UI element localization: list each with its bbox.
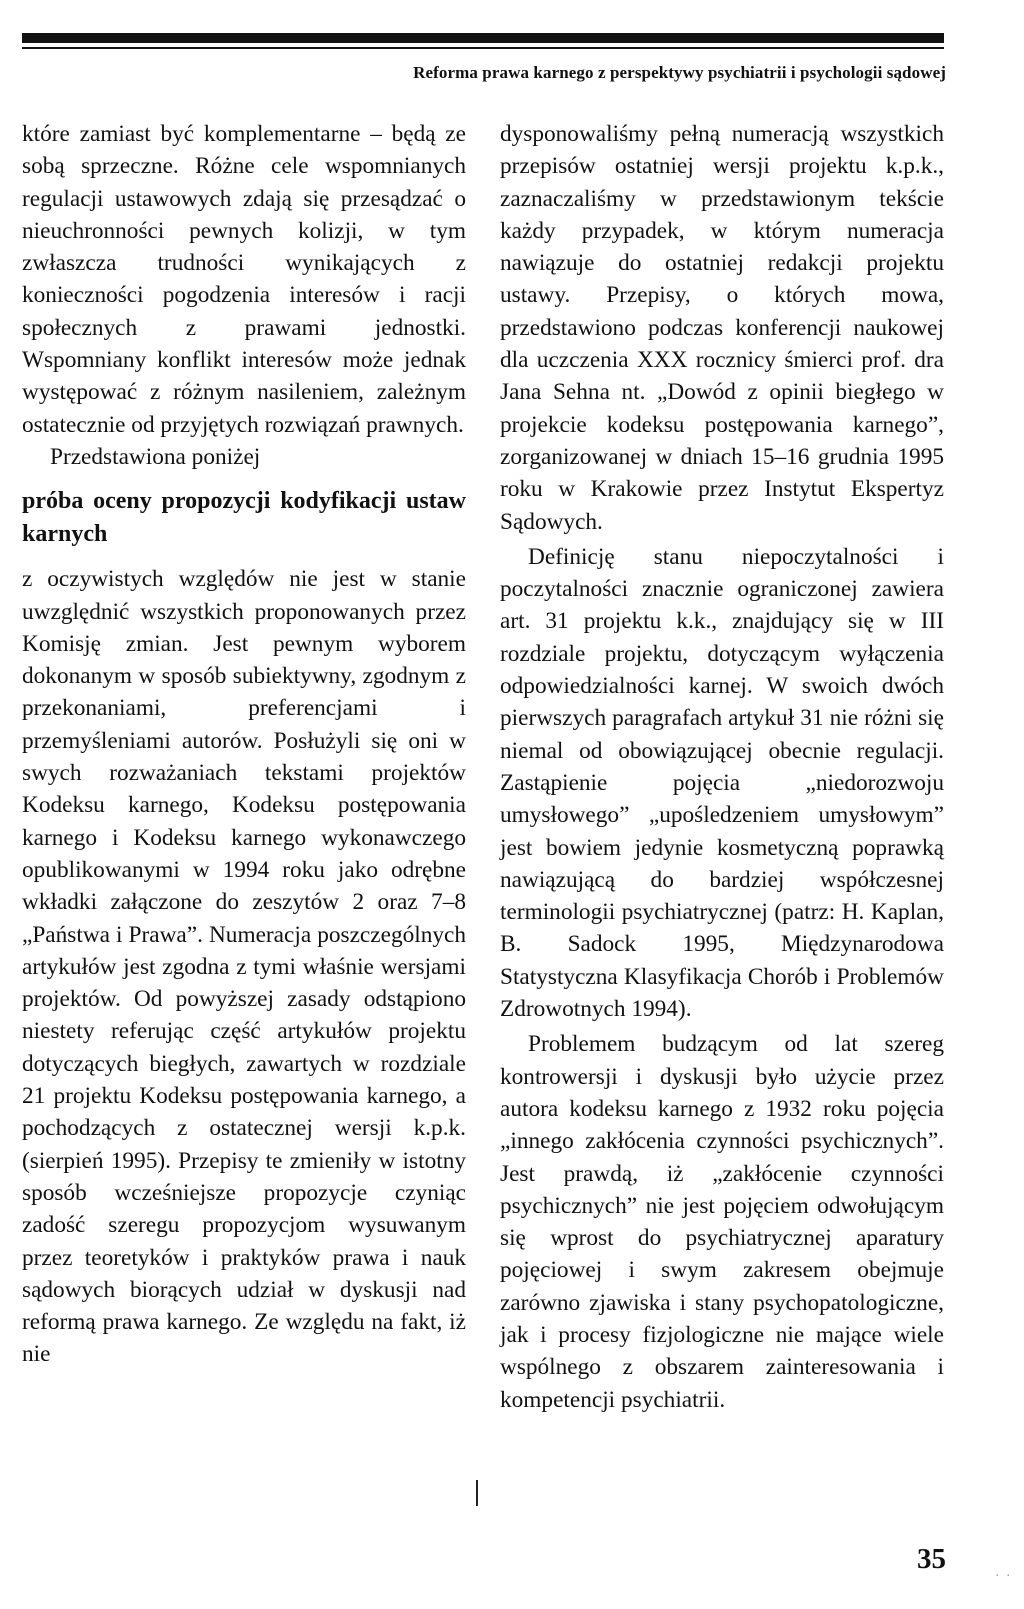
right-paragraph-1: dysponowaliśmy pełną numeracją wszystkich przepisów ostatniej wersji projektu k.p.k., zaznaczaliśmy w przedstawionym tekście każdy przypadek, w którym numeracja nawiązuje do ostatniej redakcji projektu ustawy. Przepisy, o których mowa, przedstawiono podczas konferencji naukowej dla uczczenia XXX rocznicy śmierci prof. dra Jana Sehna nt. „Dowód z opinii biegłego w projekcie kodeksu postępowania karnego”, zorganizowanej w dniach 15–16 grudnia 1995 roku w Krakowie przez Instytut Ekspertyz Sądowych.	[500, 121, 944, 535]
left-paragraph-2: Przedstawiona poniżej	[50, 443, 261, 470]
header-rule-thin	[22, 47, 944, 49]
right-paragraph-3: Problemem budzącym od lat szereg kontrowersji i dyskusji było użycie przez autora kodeksu karnego z 1932 roku pojęcia „innego zakłócenia czynności psychicznych”. Jest prawdą, iż „zakłócenie czynności psychicznych” nie jest pojęciem odwołującym się wprost do psychiatrycznej aparatury pojęciowej i swym zakresem obejmuje zarówno zjawiska i stany psychopatologiczne, jak i procesy fizjologiczne nie mające wiele wspólnego z obszarem zainteresowania i kompetencji psychiatrii.	[500, 1031, 944, 1413]
left-paragraph-1: które zamiast być komplementarne – będą ze sobą sprzeczne. Różne cele wspomnianych regulacji ustawowych zdają się przesądzać o nieuchronności pewnych kolizji, w tym zwłaszcza trudności wynikających z konieczności pogodzenia interesów i racji społecznych z prawami jednostki. Wspomniany konflikt interesów może jednak występować z różnym nasileniem, zależnym ostatecznie od przyjętych rozwiązań prawnych.	[22, 121, 466, 438]
left-paragraph-3: z oczywistych względów nie jest w stanie uwzględnić wszystkich proponowanych przez Komisję zmian. Jest pewnym wyborem dokonanym w sposób subiektywny, zgodnym z przekonaniami, preferencjami i przemyśleniami autorów. Posłużyli się oni w swych rozważaniach tekstami projektów Kodeksu karnego, Kodeksu postępowania karnego i Kodeksu karnego wykonawczego opublikowanymi w 1994 roku jako odrębne wkładki załączone do zeszytów 2 oraz 7–8 „Państwa i Prawa”. Numeracja poszczególnych artykułów jest zgodna z tymi właśnie wersjami projektów. Od powyższej zasady odstąpiono niestety referując część artykułów projektu dotyczących biegłych, zawartych w rozdziale 21 projektu Kodeksu postępowania karnego, a pochodzących z ostatecznej wersji k.p.k. (sierpień 1995). Przepisy te zmieniły w istotny sposób wcześniejsze propozycje czyniąc zadość szeregu propozycjom wysuwanym przez teoretyków i praktyków prawa i nauk sądowych biorących udział w dyskusji nad reformą prawa karnego. Ze względu na fakt, iż nie	[22, 566, 466, 1368]
edge-marks: . .	[995, 1565, 1012, 1580]
page-number: 35	[917, 1543, 946, 1575]
running-header: Reforma prawa karnego z perspektywy psychiatrii i psychologii sądowej	[413, 63, 946, 82]
section-heading: próba oceny propozycji kodyfikacji ustaw karnych	[22, 488, 466, 548]
right-paragraph-2: Definicję stanu niepoczytalności i poczytalności znacznie ograniczonej zawiera art. 31 projektu k.k., znajdujący się w III rozdziale projektu, dotyczącym wyłączenia odpowiedzialności karnej. W swoich dwóch pierwszych paragrafach artykuł 31 nie różni się niemal od obowiązującej obecnie regulacji. Zastąpienie pojęcia „niedorozwoju umysłowego” „upośledzeniem umysłowym” jest bowiem jedynie kosmetyczną poprawką nawiązującą do bardziej współczesnej terminologii psychiatrycznej (patrz: H. Kaplan, B. Sadock 1995, Międzynarodowa Statystyczna Klasyfikacja Chorób i Problemów Zdrowotnych 1994).	[500, 543, 944, 1023]
column-divider	[476, 1480, 478, 1506]
header-rule-thick	[22, 33, 944, 43]
left-column	[22, 118, 466, 1371]
right-column	[500, 118, 944, 1416]
